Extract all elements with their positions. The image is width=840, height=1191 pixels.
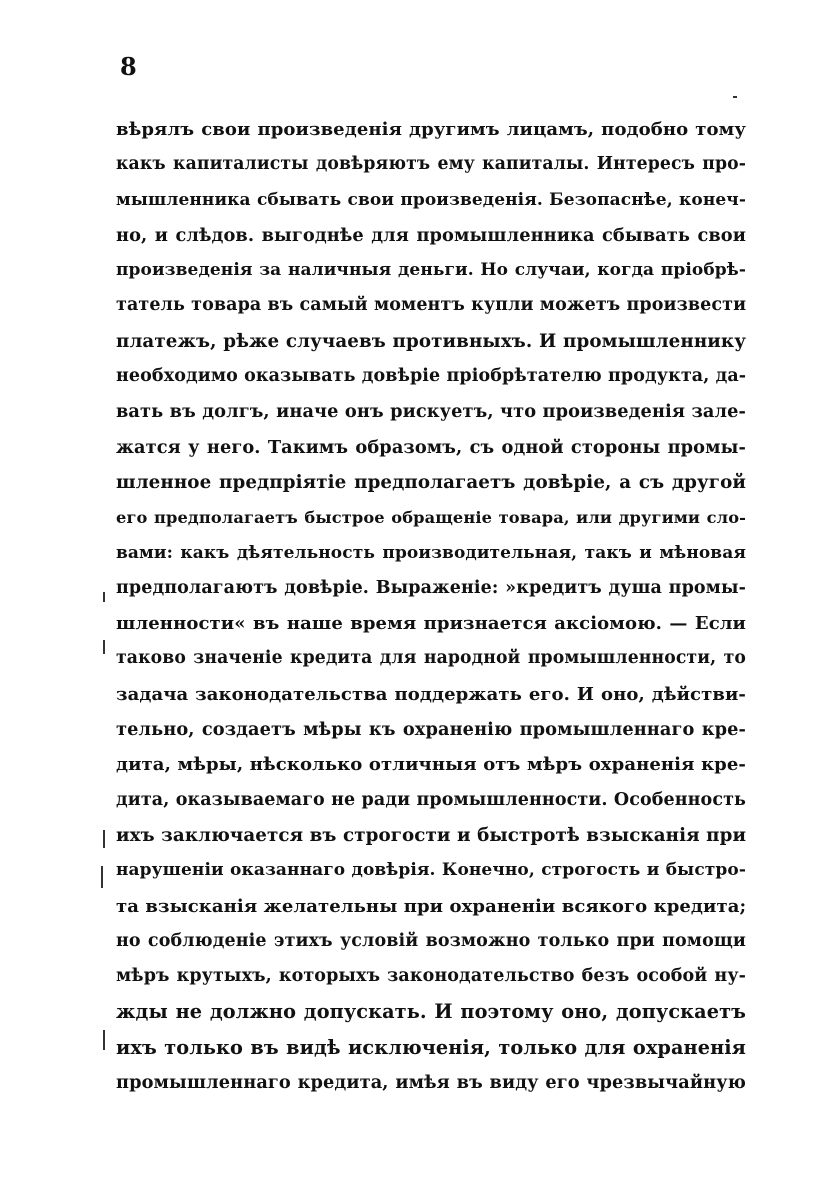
scan-speck xyxy=(103,1030,105,1050)
text-line: мышленника сбывать свои произведенія. Безопаснѣе, конеч- xyxy=(116,189,746,210)
text-line: ихъ только въ видѣ исключенія, только для охраненія xyxy=(116,1035,746,1059)
scan-speck xyxy=(103,640,105,654)
body-text xyxy=(116,112,746,1100)
text-line: какъ капиталисты довѣряютъ ему капиталы. Интересъ про- xyxy=(116,154,746,175)
text-line: промышленнаго кредита, имѣя въ виду его чрезвычайную xyxy=(116,1072,746,1094)
text-line: но, и слѣдов. выгоднѣе для промышленника сбывать свои xyxy=(116,224,746,246)
text-line: вами: какъ дѣятельность производительная, такъ и мѣновая xyxy=(116,542,746,563)
text-line: его предполагаетъ быстрое обращеніе товара, или другими сло- xyxy=(116,508,746,528)
text-line: жатся у него. Такимъ образомъ, съ одной стороны промы- xyxy=(116,436,746,458)
text-line: ихъ заключается въ строгости и быстротѣ взысканія при xyxy=(116,824,746,846)
text-line: мѣръ крутыхъ, которыхъ законодательство безъ особой ну- xyxy=(116,966,746,987)
text-line: необходимо оказывать довѣріе пріобрѣтателю продукта, да- xyxy=(116,366,746,387)
text-line: вать въ долгъ, иначе онъ рискуетъ, что произведенія зале- xyxy=(116,401,746,423)
text-line: нарушеніи оказаннаго довѣрія. Конечно, строгость и быстро- xyxy=(116,860,746,881)
text-line: таково значеніе кредита для народной промышленности, то xyxy=(116,648,746,669)
scan-speck xyxy=(103,592,105,602)
text-line: дита, мѣры, нѣсколько отличныя отъ мѣръ охраненія кре- xyxy=(116,754,746,776)
text-line: произведенія за наличныя деньги. Но случаи, когда пріобрѣ- xyxy=(116,260,746,281)
text-line: дита, оказываемаго не ради промышленности. Особенность xyxy=(116,789,746,810)
text-line: тельно, создаетъ мѣры къ охраненію промышленнаго кре- xyxy=(116,719,746,741)
text-line: шленности« въ наше время признается аксіомою. — Если xyxy=(116,613,746,635)
text-line: задача законодательства поддержать его. И оно, дѣйстви- xyxy=(116,683,746,705)
scan-speck xyxy=(733,96,737,98)
text-line: но соблюденіе этихъ условій возможно только при помощи xyxy=(116,930,746,951)
scan-speck xyxy=(101,866,103,888)
text-line: шленное предпріятіе предполагаетъ довѣріе, а съ другой xyxy=(116,471,746,493)
text-line: платежъ, рѣже случаевъ противныхъ. И промышленнику xyxy=(116,330,746,352)
scan-speck xyxy=(103,830,105,848)
page-number: 8 xyxy=(120,52,137,81)
text-line: вѣрялъ свои произведенія другимъ лицамъ, подобно тому xyxy=(116,119,746,140)
text-line: та взысканія желательны при охраненіи всякого кредита; xyxy=(116,895,746,917)
text-line: жды не должно допускать. И поэтому оно, допускаетъ xyxy=(116,1000,746,1024)
text-line: предполагаютъ довѣріе. Выраженіе: »кредитъ душа промы- xyxy=(116,577,746,598)
text-line: татель товара въ самый моментъ купли можетъ произвести xyxy=(116,295,746,316)
